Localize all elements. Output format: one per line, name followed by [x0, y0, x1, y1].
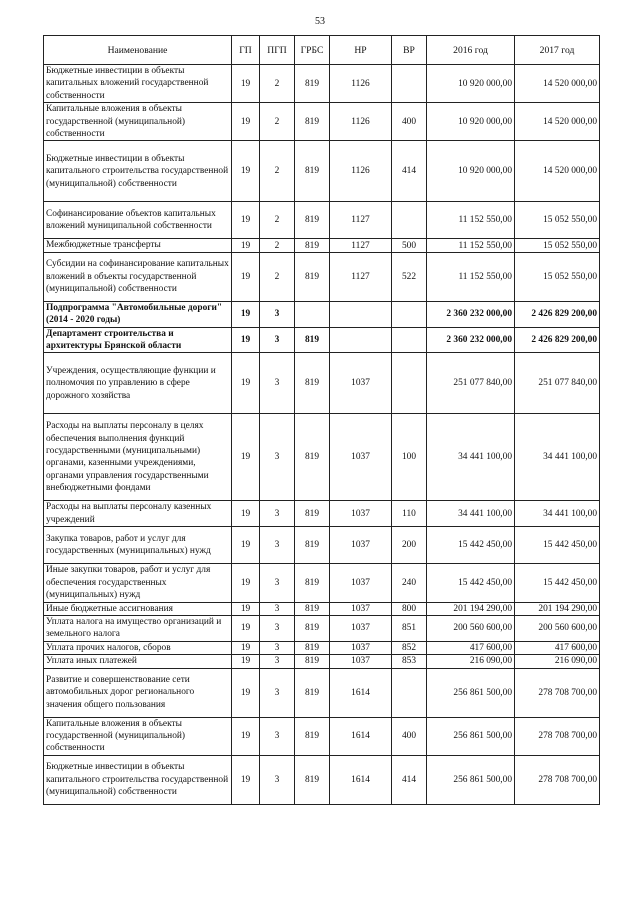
row-grbs: 819: [295, 103, 330, 141]
row-grbs: 819: [295, 641, 330, 654]
row-nr: 1614: [330, 717, 392, 755]
row-name: Уплата прочих налогов, сборов: [44, 641, 232, 654]
row-amount-2016: 201 194 290,00: [427, 602, 515, 615]
row-nr: 1037: [330, 655, 392, 668]
row-vr: [392, 301, 427, 327]
table-row: [44, 301, 600, 327]
table-row: [44, 202, 600, 239]
row-amount-2016: 256 861 500,00: [427, 717, 515, 755]
row-gp: 19: [232, 641, 260, 654]
row-pgp: 2: [260, 202, 295, 239]
row-grbs: 819: [295, 65, 330, 103]
row-grbs: 819: [295, 327, 330, 353]
row-grbs: 819: [295, 239, 330, 252]
row-amount-2016: 2 360 232 000,00: [427, 327, 515, 353]
table-row: [44, 141, 600, 202]
row-vr: [392, 668, 427, 717]
row-vr: 522: [392, 252, 427, 301]
row-amount-2017: 251 077 840,00: [515, 353, 600, 414]
row-vr: 240: [392, 564, 427, 602]
row-pgp: 3: [260, 301, 295, 327]
row-pgp: 3: [260, 615, 295, 641]
table-row: [44, 65, 600, 103]
row-vr: [392, 202, 427, 239]
row-amount-2017: 2 426 829 200,00: [515, 301, 600, 327]
row-gp: 19: [232, 615, 260, 641]
row-amount-2016: 15 442 450,00: [427, 527, 515, 564]
row-gp: 19: [232, 141, 260, 202]
row-gp: 19: [232, 353, 260, 414]
table-header-row: [44, 36, 600, 65]
row-nr: 1037: [330, 527, 392, 564]
row-nr: 1127: [330, 202, 392, 239]
row-vr: 500: [392, 239, 427, 252]
row-vr: 853: [392, 655, 427, 668]
row-vr: 400: [392, 717, 427, 755]
row-amount-2017: 14 520 000,00: [515, 141, 600, 202]
row-pgp: 3: [260, 755, 295, 804]
row-nr: 1614: [330, 755, 392, 804]
table-row: [44, 527, 600, 564]
row-amount-2017: 15 052 550,00: [515, 252, 600, 301]
row-amount-2016: 10 920 000,00: [427, 103, 515, 141]
row-pgp: 2: [260, 65, 295, 103]
row-pgp: 3: [260, 414, 295, 501]
table-row: [44, 641, 600, 654]
row-nr: 1126: [330, 65, 392, 103]
row-amount-2017: 34 441 100,00: [515, 501, 600, 527]
row-amount-2016: 34 441 100,00: [427, 414, 515, 501]
row-pgp: 3: [260, 641, 295, 654]
row-vr: 400: [392, 103, 427, 141]
row-pgp: 3: [260, 717, 295, 755]
row-amount-2016: 10 920 000,00: [427, 65, 515, 103]
row-amount-2016: 216 090,00: [427, 655, 515, 668]
row-amount-2016: 2 360 232 000,00: [427, 301, 515, 327]
row-grbs: 819: [295, 527, 330, 564]
row-pgp: 3: [260, 564, 295, 602]
row-nr: [330, 301, 392, 327]
row-name: Расходы на выплаты персоналу в целях обеспечения выполнения функций государственными (муниципальными) органами, казенными учреждениями, органами управления государственными внебюджетными фондами: [44, 414, 232, 501]
row-nr: 1614: [330, 668, 392, 717]
column-header-2017: 2017 год: [515, 36, 600, 65]
row-vr: 200: [392, 527, 427, 564]
row-amount-2016: 34 441 100,00: [427, 501, 515, 527]
row-amount-2017: 278 708 700,00: [515, 717, 600, 755]
row-grbs: [295, 301, 330, 327]
row-name: Иные бюджетные ассигнования: [44, 602, 232, 615]
row-gp: 19: [232, 103, 260, 141]
row-name: Субсидии на софинансирование капитальных вложений в объекты государственной (муниципальной) собственности: [44, 252, 232, 301]
row-name: Развитие и совершенствование сети автомобильных дорог регионального значения общего пользования: [44, 668, 232, 717]
row-amount-2017: 201 194 290,00: [515, 602, 600, 615]
row-amount-2017: 15 442 450,00: [515, 564, 600, 602]
row-amount-2017: 278 708 700,00: [515, 755, 600, 804]
table-row: [44, 501, 600, 527]
table-row: [44, 252, 600, 301]
column-header-vr: ВР: [392, 36, 427, 65]
row-gp: 19: [232, 655, 260, 668]
table-row: [44, 353, 600, 414]
table-row: [44, 615, 600, 641]
table-row: [44, 239, 600, 252]
table-row: [44, 655, 600, 668]
table-row: [44, 717, 600, 755]
row-name: Расходы на выплаты персоналу казенных учреждений: [44, 501, 232, 527]
row-nr: 1037: [330, 414, 392, 501]
row-amount-2017: 15 052 550,00: [515, 202, 600, 239]
row-amount-2016: 15 442 450,00: [427, 564, 515, 602]
row-amount-2016: 11 152 550,00: [427, 202, 515, 239]
row-gp: 19: [232, 602, 260, 615]
row-gp: 19: [232, 668, 260, 717]
row-amount-2016: 256 861 500,00: [427, 755, 515, 804]
row-name: Бюджетные инвестиции в объекты капитальных вложений государственной собственности: [44, 65, 232, 103]
row-amount-2017: 14 520 000,00: [515, 65, 600, 103]
row-vr: 110: [392, 501, 427, 527]
row-pgp: 2: [260, 252, 295, 301]
page-number: 53: [315, 16, 325, 27]
row-name: Департамент строительства и архитектуры Брянской области: [44, 327, 232, 353]
row-amount-2016: 10 920 000,00: [427, 141, 515, 202]
row-grbs: 819: [295, 755, 330, 804]
table-row: [44, 564, 600, 602]
column-header-pgp: ПГП: [260, 36, 295, 65]
row-name: Уплата иных платежей: [44, 655, 232, 668]
row-pgp: 3: [260, 668, 295, 717]
row-grbs: 819: [295, 353, 330, 414]
row-name: Учреждения, осуществляющие функции и полномочия по управлению в сфере дорожного хозяйства: [44, 353, 232, 414]
row-nr: 1126: [330, 103, 392, 141]
table-row: [44, 755, 600, 804]
row-name: Капитальные вложения в объекты государственной (муниципальной) собственности: [44, 717, 232, 755]
row-gp: 19: [232, 202, 260, 239]
row-nr: 1037: [330, 353, 392, 414]
row-grbs: 819: [295, 615, 330, 641]
row-gp: 19: [232, 527, 260, 564]
row-gp: 19: [232, 239, 260, 252]
row-name: Иные закупки товаров, работ и услуг для обеспечения государственных (муниципальных) нужд: [44, 564, 232, 602]
row-amount-2017: 417 600,00: [515, 641, 600, 654]
row-grbs: 819: [295, 252, 330, 301]
row-amount-2017: 15 052 550,00: [515, 239, 600, 252]
row-pgp: 3: [260, 527, 295, 564]
row-name: Уплата налога на имущество организаций и земельного налога: [44, 615, 232, 641]
row-vr: 100: [392, 414, 427, 501]
row-pgp: 3: [260, 327, 295, 353]
row-grbs: 819: [295, 717, 330, 755]
row-gp: 19: [232, 327, 260, 353]
row-vr: [392, 353, 427, 414]
row-grbs: 819: [295, 141, 330, 202]
row-vr: 414: [392, 141, 427, 202]
row-amount-2017: 15 442 450,00: [515, 527, 600, 564]
row-gp: 19: [232, 252, 260, 301]
row-nr: 1037: [330, 501, 392, 527]
row-grbs: 819: [295, 668, 330, 717]
row-nr: 1037: [330, 602, 392, 615]
column-header-name: Наименование: [44, 36, 232, 65]
row-gp: 19: [232, 65, 260, 103]
table-row: [44, 327, 600, 353]
row-nr: 1126: [330, 141, 392, 202]
row-pgp: 2: [260, 239, 295, 252]
row-nr: 1037: [330, 564, 392, 602]
row-nr: [330, 327, 392, 353]
row-name: Софинансирование объектов капитальных вложений муниципальной собственности: [44, 202, 232, 239]
row-amount-2016: 256 861 500,00: [427, 668, 515, 717]
row-gp: 19: [232, 301, 260, 327]
row-vr: [392, 65, 427, 103]
column-header-grbs: ГРБС: [295, 36, 330, 65]
row-gp: 19: [232, 717, 260, 755]
row-gp: 19: [232, 755, 260, 804]
row-nr: 1127: [330, 239, 392, 252]
row-name: Бюджетные инвестиции в объекты капитального строительства государственной (муниципальной) собственности: [44, 141, 232, 202]
row-pgp: 3: [260, 655, 295, 668]
row-pgp: 3: [260, 501, 295, 527]
row-amount-2017: 2 426 829 200,00: [515, 327, 600, 353]
row-nr: 1037: [330, 641, 392, 654]
row-gp: 19: [232, 564, 260, 602]
row-amount-2016: 251 077 840,00: [427, 353, 515, 414]
row-amount-2017: 34 441 100,00: [515, 414, 600, 501]
row-vr: 852: [392, 641, 427, 654]
row-vr: [392, 327, 427, 353]
row-nr: 1037: [330, 615, 392, 641]
row-grbs: 819: [295, 501, 330, 527]
row-gp: 19: [232, 501, 260, 527]
row-grbs: 819: [295, 414, 330, 501]
table-row: [44, 602, 600, 615]
row-amount-2017: 216 090,00: [515, 655, 600, 668]
row-vr: 800: [392, 602, 427, 615]
row-grbs: 819: [295, 202, 330, 239]
table-row: [44, 103, 600, 141]
row-amount-2016: 200 560 600,00: [427, 615, 515, 641]
row-name: Капитальные вложения в объекты государственной (муниципальной) собственности: [44, 103, 232, 141]
table-row: [44, 414, 600, 501]
row-name: Закупка товаров, работ и услуг для государственных (муниципальных) нужд: [44, 527, 232, 564]
row-gp: 19: [232, 414, 260, 501]
row-name: Бюджетные инвестиции в объекты капитального строительства государственной (муниципальной) собственности: [44, 755, 232, 804]
row-name: Подпрограмма "Автомобильные дороги" (2014 - 2020 годы): [44, 301, 232, 327]
row-pgp: 3: [260, 602, 295, 615]
row-name: Межбюджетные трансферты: [44, 239, 232, 252]
column-header-2016: 2016 год: [427, 36, 515, 65]
row-amount-2017: 200 560 600,00: [515, 615, 600, 641]
row-pgp: 2: [260, 103, 295, 141]
row-amount-2016: 417 600,00: [427, 641, 515, 654]
row-grbs: 819: [295, 655, 330, 668]
table-row: [44, 668, 600, 717]
row-amount-2016: 11 152 550,00: [427, 252, 515, 301]
column-header-gp: ГП: [232, 36, 260, 65]
budget-table: [43, 35, 600, 805]
row-pgp: 3: [260, 353, 295, 414]
column-header-nr: НР: [330, 36, 392, 65]
row-amount-2017: 278 708 700,00: [515, 668, 600, 717]
row-vr: 414: [392, 755, 427, 804]
row-amount-2017: 14 520 000,00: [515, 103, 600, 141]
row-nr: 1127: [330, 252, 392, 301]
row-vr: 851: [392, 615, 427, 641]
row-grbs: 819: [295, 602, 330, 615]
row-amount-2016: 11 152 550,00: [427, 239, 515, 252]
row-grbs: 819: [295, 564, 330, 602]
row-pgp: 2: [260, 141, 295, 202]
table-body: [44, 65, 600, 805]
